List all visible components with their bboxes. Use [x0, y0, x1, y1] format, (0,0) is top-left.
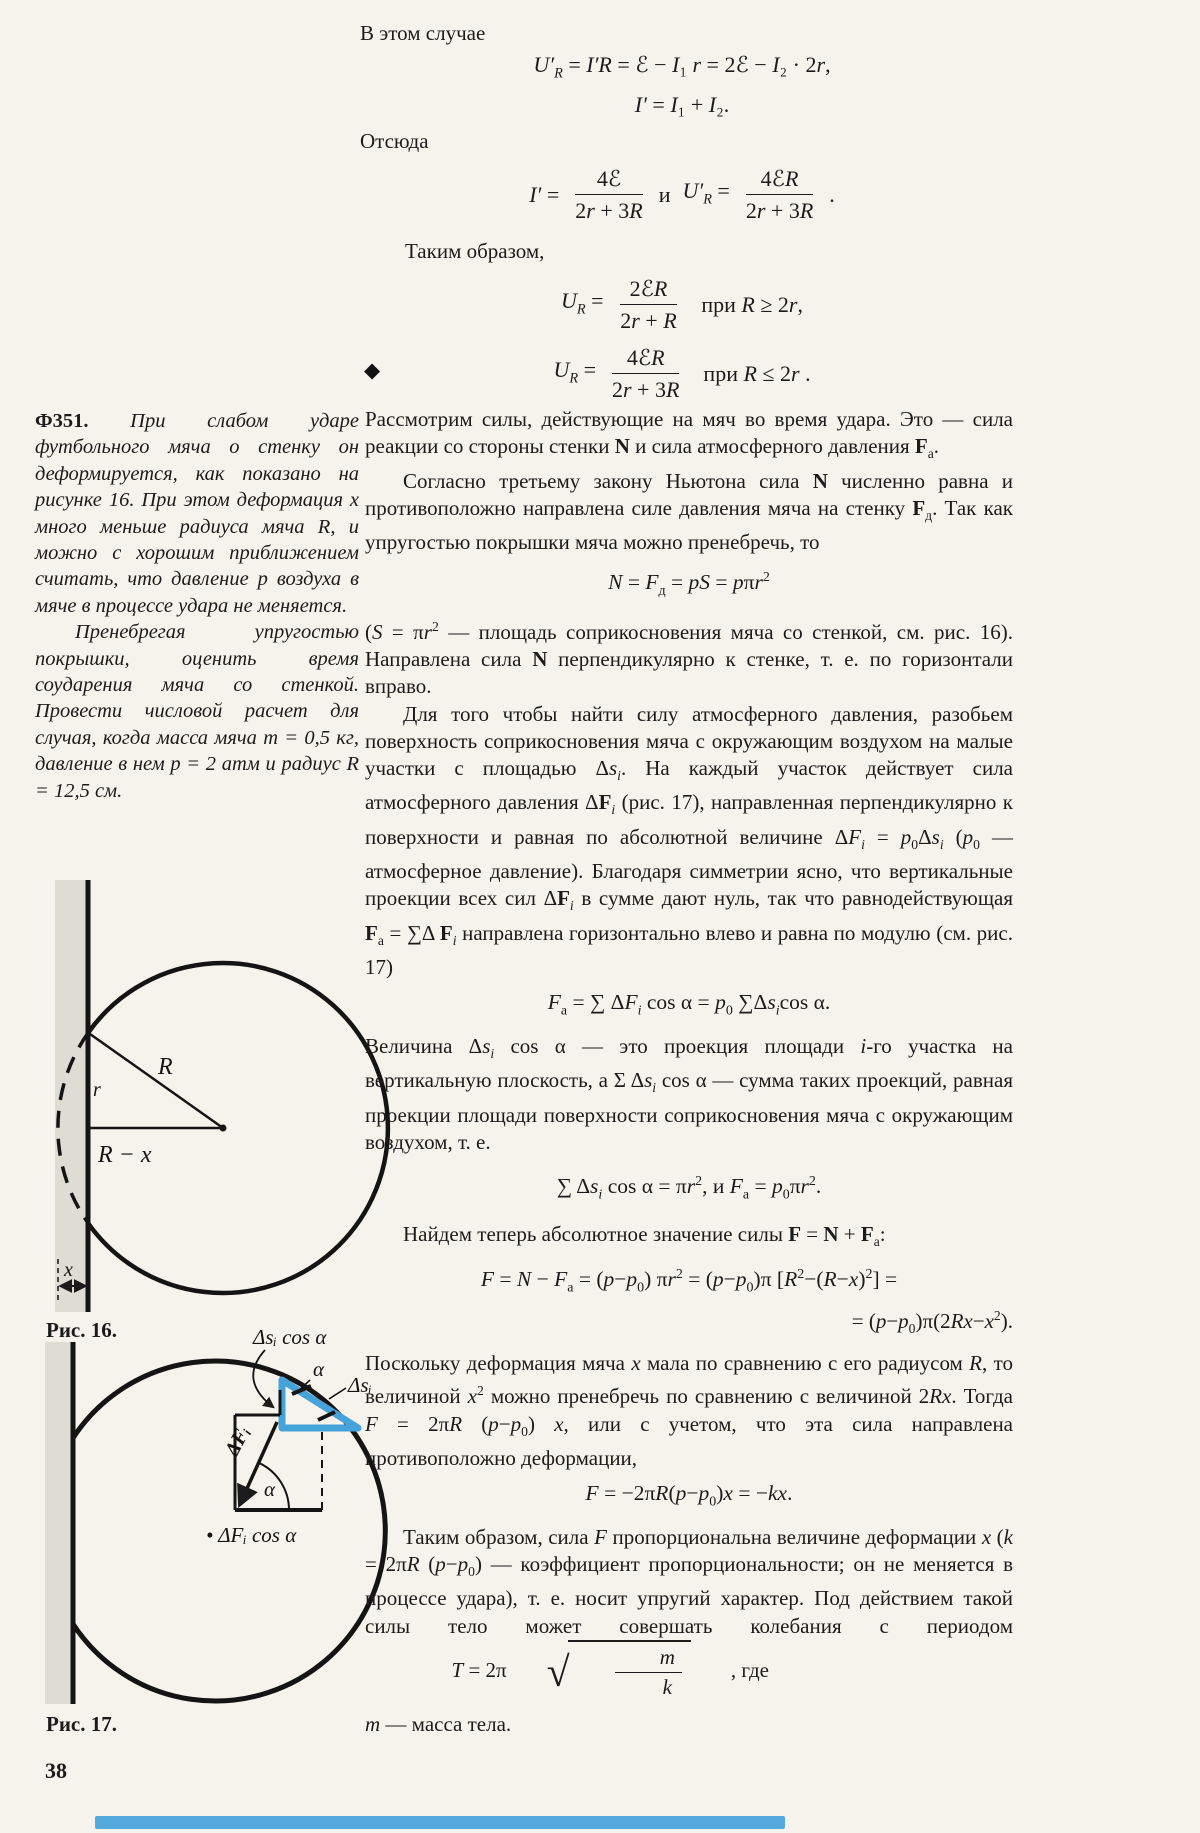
- problem-number: Ф351.: [35, 410, 89, 432]
- leader-curve-ds-cos: [253, 1350, 273, 1407]
- wall-shading: [45, 1342, 73, 1704]
- section-separator-diamond: ◆: [364, 358, 381, 382]
- solution-paragraph-2: Согласно третьему закону Ньютона сила N численно равна и противоположно направлена силе давления мяча на стенку $F_д$. Так как упругостью покрышки мяча можно пренебречь, то: [365, 468, 1013, 555]
- solution-paragraph-9: m — масса тела.: [365, 1712, 512, 1737]
- label-ds: Δsᵢ: [348, 1373, 372, 1397]
- leader-line-ds: [329, 1388, 346, 1399]
- solution-paragraph-6: Найдем теперь абсолютное значение силы $F = N + F_а$:: [403, 1221, 886, 1249]
- figure-16: [40, 876, 400, 1316]
- label-r: r: [93, 1079, 101, 1101]
- solution-paragraph-4: Для того чтобы найти силу атмосферного давления, разобьем поверхность соприкосновения мяча с окружающим воздухом на малые участки с площадью $\Delta s_i$. На каждый участок действует сила атмосферного давления $\Delta F_i$ (рис. 17), направленная перпендикулярно к поверхности и равная по абсолютной величине $\Delta F_i = p_0\Delta s_i$ ($p_0$ — атмосферное давление). Благодаря симметрии ясно, что вертикальные проекции всех сил $\Delta F_i$ в сумме дают нуль, так что равнодействующая $F_а = \sum\Delta$ $F_i$ направлена горизонтально влево и равна по модулю (см. рис. 17): [365, 701, 1013, 980]
- equation-F-expanded-2: = $(p-p_0)\pi(2Rx-x^2)$.: [851, 1307, 1013, 1336]
- equation-ur-case1: $U_R$ = $\frac{\text{2ℰR}}{2r + R}$ при R ≥ 2r,: [561, 276, 803, 334]
- fraction: $\frac{\text{4ℰR}}{2r + 3R}$: [611, 345, 680, 403]
- equation-F-final: $F = -2\pi R(p-p_0)x = -kx$.: [585, 1481, 793, 1510]
- figure-17: [30, 1328, 390, 1708]
- equation-current-sum: I′ = I₁ + I₂.: [634, 92, 730, 118]
- figure-16-caption: Рис. 16.: [46, 1318, 117, 1342]
- label-dFi: ΔFᵢ: [219, 1421, 255, 1461]
- square-root: √ $\frac{m}{k}$: [509, 1640, 691, 1701]
- fraction: $\frac{\text{4ℰ}}{2r + 3R}$: [575, 166, 643, 224]
- solution-paragraph-5: Величина $\Delta s_i$ cos α — это проекция площади i-го участка на вертикальную плоскость, а Σ $\Delta s_i$ cos α — сумма таких проекций, равная проекции площади поверхности соприкосновения мяча с окружающим воздухом, т. е.: [365, 1033, 1013, 1154]
- radical-sign: √: [546, 1649, 570, 1696]
- equation-Fa: $F_а$ = ∑ $\Delta F_i$ $\cos \alpha = p_0$ $\sum\Delta s_i\cos$ α.: [547, 990, 831, 1019]
- solution-column: [365, 406, 1013, 1738]
- page-number: 38: [45, 1758, 67, 1783]
- takim-obrazom-text: Таким образом,: [405, 239, 545, 264]
- solution-paragraph-3: ($S = \pi r^2$ — площадь соприкосновения мяча со стенкой, см. рис. 16). Направлена сила N перпендикулярно к стенке, т. е. по горизонтали вправо.: [365, 619, 1013, 699]
- radius-line: [90, 1034, 223, 1128]
- problem-task: Пренебрегая упругостью покрышки, оценить время соударения мяча со стенкой. Провести числовой расчет для случая, когда масса мяча m = 0,5 кг, давление в нем p = 2 атм и радиус R = 12,5 см.: [35, 621, 359, 802]
- equation-ur-case2: $U_R$ = $\frac{\text{4ℰR}}{2r + 3R}$ при R ≤ 2r .: [553, 345, 811, 403]
- equation-F-expanded: $F = N - F_а = (p-p_0) \pi r^2 = (p-p_0)\pi$ $[R^2-(R-x)^2]$ =: [480, 1267, 898, 1296]
- label-ds-cos-alpha: Δsᵢ cos α: [253, 1328, 327, 1349]
- problem-column: [35, 408, 359, 804]
- label-alpha-top: α: [313, 1357, 325, 1381]
- label-R: R: [158, 1054, 173, 1080]
- label-alpha-angle: α: [264, 1477, 276, 1501]
- label-dFi-cos-alpha: • ΔFᵢ cos α: [206, 1523, 297, 1547]
- period-formula: T = 2π √ $\frac{m}{k}$ , где: [365, 1640, 769, 1701]
- fraction: $\frac{\text{4ℰR}}{2r + 3R}$: [745, 166, 814, 224]
- solution-paragraph-7: Поскольку деформация мяча x мала по сравнению с его радиусом R, то величиной $x^2$ можно пренебречь по сравнению с величиной 2Rx. Тогда F = 2πR $(p-p_0)$ x, или с учетом, что эта сила направлена противоположно деформации,: [365, 1351, 1013, 1470]
- figure-17-caption: Рис. 17.: [46, 1712, 117, 1736]
- solution-paragraph-1: Рассмотрим силы, действующие на мяч во время удара. Это — сила реакции со стороны стенки N и сила атмосферного давления $F_а$.: [365, 407, 1013, 462]
- label-R-minus-x: R − x: [98, 1142, 152, 1168]
- scan-artifact-bar: [95, 1816, 785, 1829]
- previous-solution-block: [360, 20, 1004, 407]
- equation-i-and-ur: I′ = $\frac{\text{4ℰ}}{2r + 3R}$ и $U'_R$ = $\frac{\text{4ℰR}}{2r + 3R}$ .: [529, 166, 835, 224]
- intro-text: В этом случае: [360, 21, 486, 45]
- label-x: x: [64, 1259, 73, 1281]
- problem-statement: Ф351. При слабом ударе футбольного мяча о стенку он деформируется, как показано на рисунке 16. При этом деформация x много меньше радиуса мяча R, и можно с хорошим приближением считать, что давление p воздуха в мяче в процессе удара не меняется.: [35, 410, 359, 617]
- equation-ur-chain: $U'_R = I'R$ = ℰ − I₁ r = 2ℰ − I₂ · 2r,: [533, 52, 831, 82]
- fraction: $\frac{\text{2ℰR}}{2r + R}$: [620, 276, 677, 334]
- equation-sum: ∑ $\Delta s_i$ $\cos \alpha = \pi r^2$, и $F_а = p_0\pi r^2$.: [556, 1174, 822, 1203]
- otsyuda-text: Отсюда: [360, 129, 429, 154]
- solution-paragraph-8: Таким образом, сила F пропорциональна величине деформации x (k = 2πR $(p-p_0)$ — коэффициент пропорциональности; он не меняется в процессе удара), т. е. носит упругий характер. Под действием такой силы тело может совершать колебания с периодом T = 2π √ $\frac{m}{k}$ , где: [365, 1524, 1013, 1701]
- equation-N: $N = F_д$ = pS = pπr$^2$: [608, 570, 770, 599]
